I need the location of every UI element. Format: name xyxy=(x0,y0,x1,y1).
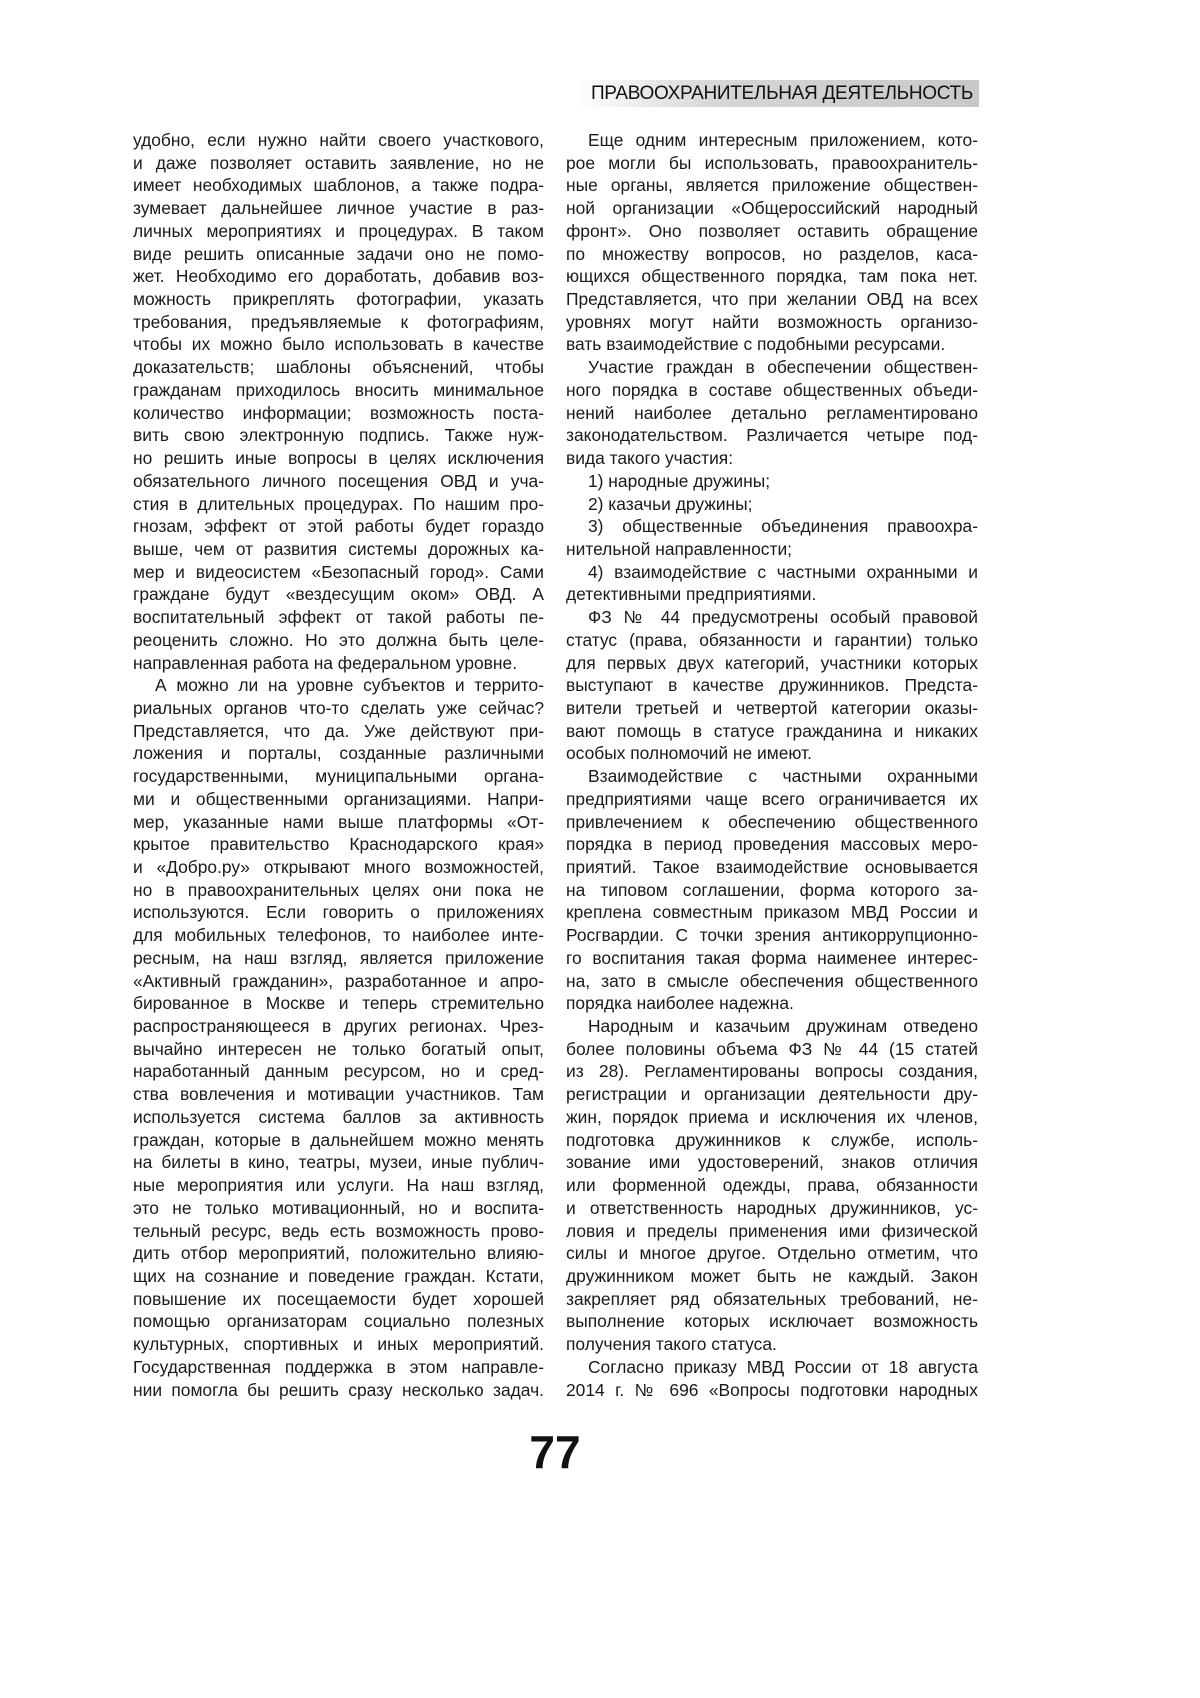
text-line: количество информации; возможность поста- xyxy=(133,402,544,425)
text-line: граждане будут «вездесущим оком» ОВД. А xyxy=(133,583,544,606)
text-line: порядка наиболее надежна. xyxy=(566,992,978,1015)
text-line: виде решить описанные задачи оно не помо- xyxy=(133,243,544,266)
text-line: вить свою электронную подпись. Также нуж- xyxy=(133,424,544,447)
text-line: подготовка дружинников к службе, исполь- xyxy=(566,1129,978,1152)
text-line: го воспитания такая форма наименее интерес- xyxy=(566,947,978,970)
text-line: рое могли бы использовать, правоохранитель- xyxy=(566,152,978,175)
text-line: предприятиями чаще всего ограничивается их xyxy=(566,788,978,811)
text-line: выше, чем от развития системы дорожных ка- xyxy=(133,538,544,561)
paragraph xyxy=(566,606,978,765)
text-line: чтобы их можно было использовать в качестве xyxy=(133,333,544,356)
text-line: личных мероприятиях и процедурах. В таком xyxy=(133,220,544,243)
text-line: регистрации и организации деятельности дру- xyxy=(566,1083,978,1106)
text-line: 1) народные дружины; xyxy=(566,470,978,493)
text-line: силы и многое другое. Отдельно отметим, что xyxy=(566,1242,978,1265)
text-line: нии помогла бы решить сразу несколько задач. xyxy=(133,1379,544,1402)
text-line: привлечением к обеспечению общественного xyxy=(566,811,978,834)
text-line: вида такого участия: xyxy=(566,447,978,470)
text-line: ные мероприятия или услуги. На наш взгляд, xyxy=(133,1174,544,1197)
text-line: выполнение которых исключает возможность xyxy=(566,1310,978,1333)
paragraph xyxy=(566,493,978,516)
text-line: по множеству вопросов, но разделов, каса- xyxy=(566,243,978,266)
text-line: но решить иные вопросы в целях исключения xyxy=(133,447,544,470)
right-column xyxy=(566,129,978,1401)
text-line: Взаимодействие с частными охранными xyxy=(566,765,978,788)
text-line: порядка в период проведения массовых меро- xyxy=(566,833,978,856)
paragraph xyxy=(133,674,544,1401)
text-line: ного порядка в составе общественных объеди- xyxy=(566,379,978,402)
text-line: Согласно приказу МВД России от 18 августа xyxy=(566,1356,978,1379)
left-column xyxy=(133,129,544,1401)
text-line: щих на сознание и поведение граждан. Кстати, xyxy=(133,1265,544,1288)
text-line: это не только мотивационный, но и воспита- xyxy=(133,1197,544,1220)
text-line: «Активный гражданин», разработанное и апро- xyxy=(133,970,544,993)
page-number: 77 xyxy=(0,1425,1110,1479)
text-line: можность прикреплять фотографии, указать xyxy=(133,288,544,311)
text-line: зование ими удостоверений, знаков отличия xyxy=(566,1151,978,1174)
text-line: особых полномочий не имеют. xyxy=(566,742,978,765)
text-line: 4) взаимодействие с частными охранными и xyxy=(566,561,978,584)
running-header xyxy=(574,80,979,107)
text-line: ющихся общественного порядка, там пока нет. xyxy=(566,265,978,288)
text-line: уровнях могут найти возможность организо- xyxy=(566,311,978,334)
paragraph xyxy=(133,129,544,674)
text-line: Еще одним интересным приложением, кото- xyxy=(566,129,978,152)
paragraph xyxy=(566,1015,978,1356)
text-line: более половины объема ФЗ № 44 (15 статей xyxy=(566,1038,978,1061)
text-line: Государственная поддержка в этом направле- xyxy=(133,1356,544,1379)
text-line: граждан, которые в дальнейшем можно менять xyxy=(133,1129,544,1152)
text-line: ми и общественными организациями. Напри- xyxy=(133,788,544,811)
text-line: и ответственность народных дружинников, ус- xyxy=(566,1197,978,1220)
text-line: удобно, если нужно найти своего участкового, xyxy=(133,129,544,152)
text-line: повышение их посещаемости будет хорошей xyxy=(133,1288,544,1311)
text-line: приятий. Такое взаимодействие основывается xyxy=(566,856,978,879)
text-line: вают помощь в статусе гражданина и никаких xyxy=(566,720,978,743)
text-line: наработанный данным ресурсом, но и сред- xyxy=(133,1060,544,1083)
text-line: воспитательный эффект от такой работы пе- xyxy=(133,606,544,629)
text-line: распространяющееся в других регионах. Чрез- xyxy=(133,1015,544,1038)
text-line: или форменной одежды, права, обязанности xyxy=(566,1174,978,1197)
text-line: ные органы, является приложение обществен- xyxy=(566,174,978,197)
text-line: детективными предприятиями. xyxy=(566,583,978,606)
text-line: выступают в качестве дружинников. Предста- xyxy=(566,674,978,697)
text-line: вители третьей и четвертой категории оказы- xyxy=(566,697,978,720)
paragraph xyxy=(566,356,978,470)
text-line: зумевает дальнейшее личное участие в раз- xyxy=(133,197,544,220)
paragraph xyxy=(566,470,978,493)
text-line: на билеты в кино, театры, музеи, иные публич- xyxy=(133,1151,544,1174)
text-line: Представляется, что при желании ОВД на всех xyxy=(566,288,978,311)
text-line: направленная работа на федеральном уровне. xyxy=(133,652,544,675)
text-line: тельный ресурс, ведь есть возможность прово- xyxy=(133,1220,544,1243)
paragraph xyxy=(566,1356,978,1401)
text-line: государственными, муниципальными органа- xyxy=(133,765,544,788)
text-line: креплена совместным приказом МВД России и xyxy=(566,901,978,924)
text-line: ловия и пределы применения ими физической xyxy=(566,1220,978,1243)
text-line: риальных органов что-то сделать уже сейчас? xyxy=(133,697,544,720)
text-line: жет. Необходимо его доработать, добавив воз- xyxy=(133,265,544,288)
text-line: требования, предъявляемые к фотографиям, xyxy=(133,311,544,334)
text-line: А можно ли на уровне субъектов и террито- xyxy=(133,674,544,697)
text-line: на типовом соглашении, форма которого за- xyxy=(566,879,978,902)
text-line: законодательством. Различается четыре под- xyxy=(566,424,978,447)
text-line: вычайно интересен не только богатый опыт, xyxy=(133,1038,544,1061)
text-line: нений наиболее детально регламентировано xyxy=(566,402,978,425)
text-line: Участие граждан в обеспечении обществен- xyxy=(566,356,978,379)
text-line: помощью организаторам социально полезных xyxy=(133,1310,544,1333)
paragraph xyxy=(566,129,978,356)
text-line: ства вовлечения и мотивации участников. Там xyxy=(133,1083,544,1106)
section-title: ПРАВООХРАНИТЕЛЬНАЯ ДЕЯТЕЛЬНОСТЬ xyxy=(591,83,973,105)
text-line: ФЗ № 44 предусмотрены особый правовой xyxy=(566,606,978,629)
text-line: мер и видеосистем «Безопасный город». Сами xyxy=(133,561,544,584)
text-line: 2014 г. № 696 «Вопросы подготовки народных xyxy=(566,1379,978,1402)
paragraph xyxy=(566,515,978,560)
paragraph xyxy=(566,765,978,1015)
text-line: нительной направленности; xyxy=(566,538,978,561)
text-line: и даже позволяет оставить заявление, но не xyxy=(133,152,544,175)
text-line: гражданам приходилось вносить минимальное xyxy=(133,379,544,402)
paragraph xyxy=(566,561,978,606)
text-line: Росгвардии. С точки зрения антикоррупционно- xyxy=(566,924,978,947)
text-line: из 28). Регламентированы вопросы создания, xyxy=(566,1060,978,1083)
text-line: для мобильных телефонов, то наиболее инте- xyxy=(133,924,544,947)
text-line: обязательного личного посещения ОВД и уча- xyxy=(133,470,544,493)
text-line: культурных, спортивных и иных мероприятий. xyxy=(133,1333,544,1356)
text-line: ной организации «Общероссийский народный xyxy=(566,197,978,220)
text-line: Представляется, что да. Уже действуют при- xyxy=(133,720,544,743)
text-line: реоценить сложно. Но это должна быть целе- xyxy=(133,629,544,652)
text-line: фронт». Оно позволяет оставить обращение xyxy=(566,220,978,243)
text-line: используется система баллов за активность xyxy=(133,1106,544,1129)
text-line: доказательств; шаблоны объяснений, чтобы xyxy=(133,356,544,379)
text-line: на, зато в смысле обеспечения общественного xyxy=(566,970,978,993)
text-line: статус (права, обязанности и гарантии) только xyxy=(566,629,978,652)
text-line: используются. Если говорить о приложениях xyxy=(133,901,544,924)
text-line: бированное в Москве и теперь стремительно xyxy=(133,992,544,1015)
text-line: но в правоохранительных целях они пока не xyxy=(133,879,544,902)
text-line: 3) общественные объединения правоохра- xyxy=(566,515,978,538)
text-line: вать взаимодействие с подобными ресурсами. xyxy=(566,333,978,356)
text-line: крытое правительство Краснодарского края» xyxy=(133,833,544,856)
text-line: для первых двух категорий, участники которых xyxy=(566,652,978,675)
text-line: дружинником может быть не каждый. Закон xyxy=(566,1265,978,1288)
text-line: ресным, на наш взгляд, является приложение xyxy=(133,947,544,970)
text-line: имеет необходимых шаблонов, а также подра- xyxy=(133,174,544,197)
text-line: гнозам, эффект от этой работы будет гораздо xyxy=(133,515,544,538)
text-line: 2) казачьи дружины; xyxy=(566,493,978,516)
text-line: дить отбор мероприятий, положительно влияю- xyxy=(133,1242,544,1265)
text-line: ложения и порталы, созданные различными xyxy=(133,742,544,765)
text-line: закрепляет ряд обязательных требований, не- xyxy=(566,1288,978,1311)
text-line: получения такого статуса. xyxy=(566,1333,978,1356)
text-line: мер, указанные нами выше платформы «От- xyxy=(133,811,544,834)
text-line: Народным и казачьим дружинам отведено xyxy=(566,1015,978,1038)
text-line: и «Добро.ру» открывают много возможностей, xyxy=(133,856,544,879)
text-line: стия в длительных процедурах. По нашим про- xyxy=(133,493,544,516)
text-line: жин, порядок приема и исключения их членов, xyxy=(566,1106,978,1129)
